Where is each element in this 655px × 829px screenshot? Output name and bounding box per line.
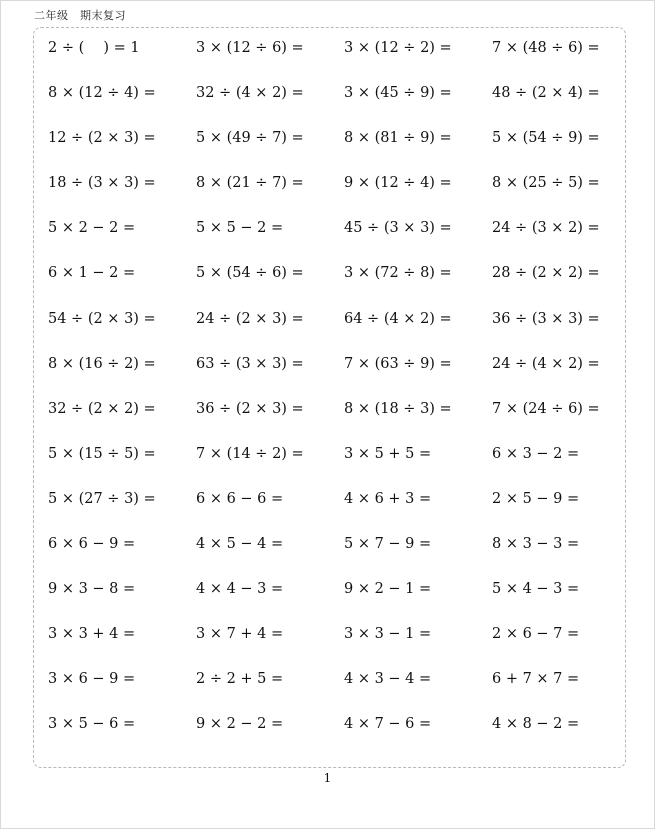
problem-item: 63 ÷ (3 × 3) =: [196, 355, 304, 372]
problem-item: 2 × 6 − 7 =: [492, 626, 580, 643]
problem-item: 8 × (12 ÷ 4) =: [48, 85, 156, 102]
problem-item: 45 ÷ (3 × 3) =: [344, 220, 452, 237]
problem-item: 8 × (18 ÷ 3) =: [344, 400, 452, 417]
problem-item: 9 × 2 − 1 =: [344, 581, 432, 598]
problem-item: 24 ÷ (2 × 3) =: [196, 310, 304, 327]
problem-item: 8 × (25 ÷ 5) =: [492, 175, 600, 192]
problem-item: 6 × 3 − 2 =: [492, 445, 580, 462]
problem-item: 9 × (12 ÷ 4) =: [344, 175, 452, 192]
problem-item: 3 × 7 + 4 =: [196, 626, 284, 643]
problem-item: 3 × 3 + 4 =: [48, 626, 136, 643]
problem-item: 4 × 3 − 4 =: [344, 671, 432, 688]
problem-item: 8 × (81 ÷ 9) =: [344, 130, 452, 147]
problem-item: 5 × 5 − 2 =: [196, 220, 284, 237]
worksheet-header: 二年级 期末复习: [34, 9, 126, 22]
problem-item: 24 ÷ (4 × 2) =: [492, 355, 600, 372]
problem-item: 32 ÷ (4 × 2) =: [196, 85, 304, 102]
problem-item: 4 × 7 − 6 =: [344, 716, 432, 733]
problem-item: 5 × (54 ÷ 6) =: [196, 265, 304, 282]
problem-item: 7 × (63 ÷ 9) =: [344, 355, 452, 372]
problem-item: 4 × 5 − 4 =: [196, 536, 284, 553]
problem-item: 7 × (48 ÷ 6) =: [492, 40, 600, 56]
problem-item: 36 ÷ (3 × 3) =: [492, 310, 600, 327]
problem-item: 3 × (72 ÷ 8) =: [344, 265, 452, 282]
problem-item: 5 × (15 ÷ 5) =: [48, 445, 156, 462]
problem-item: 3 × 3 − 1 =: [344, 626, 432, 643]
problem-item: 54 ÷ (2 × 3) =: [48, 310, 156, 327]
problem-item: 28 ÷ (2 × 2) =: [492, 265, 600, 282]
problem-item: 3 × 5 − 6 =: [48, 716, 136, 733]
problem-item: 7 × (24 ÷ 6) =: [492, 400, 600, 417]
problem-item: 6 × 6 − 6 =: [196, 490, 284, 507]
problem-item: 3 × 5 + 5 =: [344, 445, 432, 462]
problem-item: 5 × (27 ÷ 3) =: [48, 490, 156, 507]
problem-item: 7 × (14 ÷ 2) =: [196, 445, 304, 462]
problem-item: 4 × 4 − 3 =: [196, 581, 284, 598]
problem-item: 6 + 7 × 7 =: [492, 671, 580, 688]
problem-item: 5 × 2 − 2 =: [48, 220, 136, 237]
problem-item: 2 × 5 − 9 =: [492, 490, 580, 507]
problem-grid: [48, 36, 628, 758]
problem-item: 5 × (49 ÷ 7) =: [196, 130, 304, 147]
problem-item: 6 × 1 − 2 =: [48, 265, 136, 282]
problem-item: 8 × 3 − 3 =: [492, 536, 580, 553]
problem-item: 5 × (54 ÷ 9) =: [492, 130, 600, 147]
problem-item: 5 × 4 − 3 =: [492, 581, 580, 598]
page-number: 1: [323, 771, 332, 785]
problem-item: 9 × 3 − 8 =: [48, 581, 136, 598]
problem-item: 3 × (12 ÷ 2) =: [344, 40, 452, 56]
problem-item: 3 × 6 − 9 =: [48, 671, 136, 688]
problem-item: 48 ÷ (2 × 4) =: [492, 85, 600, 102]
problem-item: 2 ÷ 2 + 5 =: [196, 671, 284, 688]
problem-item: 2 ÷ ( ) = 1: [48, 40, 140, 56]
problem-item: 4 × 8 − 2 =: [492, 716, 580, 733]
problem-item: 8 × (16 ÷ 2) =: [48, 355, 156, 372]
problem-item: 32 ÷ (2 × 2) =: [48, 400, 156, 417]
problem-item: 36 ÷ (2 × 3) =: [196, 400, 304, 417]
problem-item: 4 × 6 + 3 =: [344, 490, 432, 507]
problem-item: 6 × 6 − 9 =: [48, 536, 136, 553]
problem-item: 3 × (12 ÷ 6) =: [196, 40, 304, 56]
problem-item: 5 × 7 − 9 =: [344, 536, 432, 553]
problem-item: 3 × (45 ÷ 9) =: [344, 85, 452, 102]
problem-item: 12 ÷ (2 × 3) =: [48, 130, 156, 147]
problem-item: 18 ÷ (3 × 3) =: [48, 175, 156, 192]
problem-item: 64 ÷ (4 × 2) =: [344, 310, 452, 327]
problem-item: 24 ÷ (3 × 2) =: [492, 220, 600, 237]
problem-item: 8 × (21 ÷ 7) =: [196, 175, 304, 192]
problem-item: 9 × 2 − 2 =: [196, 716, 284, 733]
